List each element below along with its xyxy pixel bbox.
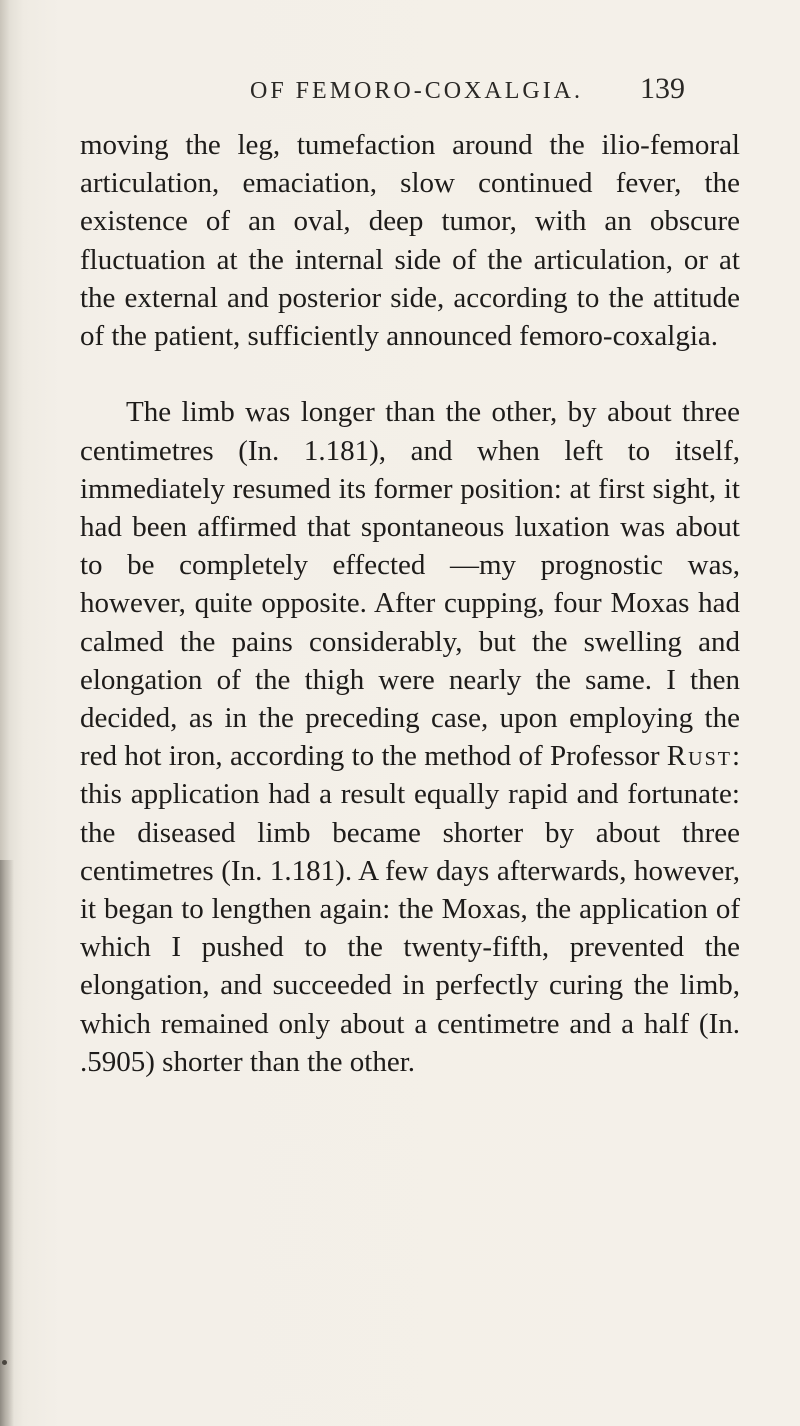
page-number: 139 <box>640 72 685 105</box>
binding-gutter-shadow <box>0 860 14 1426</box>
paragraph-2 <box>80 393 740 1081</box>
body-text <box>80 126 740 1081</box>
paragraph-1: moving the leg, tumefaction around the ilio-femoral articulation, emaciation, slow continued fever, the existence of an oval, deep tumor, with an obscure fluctuation at the internal side of the articulation, or at the external and posterior side, according to the attitude of the patient, sufficiently announced femoro-coxalgia. <box>80 129 740 353</box>
professor-name: Rust <box>666 740 732 773</box>
running-title: OF FEMORO-COXALGIA. <box>250 78 584 104</box>
paragraph-2-part-1: The limb was longer than the other, by about three centimetres (In. 1.181), and when left to itself, immediately resumed its former position: at first sight, it had been affirmed that spontaneous luxation was about to be completely effected —my prognostic was, however, quite opposite. After cupping, four Moxas had calmed the pains considerably, but the swelling and elongation of the thigh were nearly the same. I then decided, as in the preceding case, upon employing the red hot iron, according to the method of Professor <box>80 396 740 773</box>
paragraph-2-part-2: : this application had a result equally rapid and fortunate: the diseased limb became shorter by about three centimetres (In. 1.181). A few days afterwards, however, it began to lengthen again: the Moxas, the application of which I pushed to the twenty-fifth, prevented the elongation, and succeeded in perfectly curing the limb, which remained only about a centimetre and a half (In. .5905) shorter than the other. <box>80 740 740 1078</box>
margin-dot <box>2 1360 7 1365</box>
